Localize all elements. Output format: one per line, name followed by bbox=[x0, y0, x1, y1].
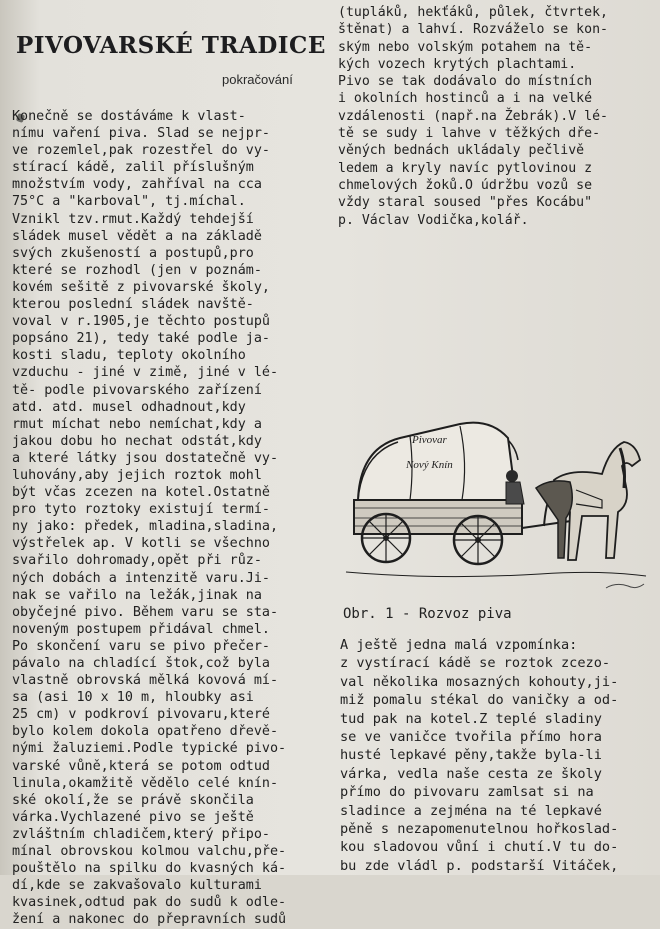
text-line: vzdálenosti (např.na Žebrák).V lé- bbox=[338, 108, 608, 124]
text-line: Po skončení varu se pivo přečer- bbox=[12, 638, 270, 654]
wagon-label-line1: Pivovar bbox=[412, 434, 447, 446]
text-line: vzduchu - jiné v zimě, jiné v lé- bbox=[12, 365, 279, 381]
text-line: nak se vařilo na ležák,jinak na bbox=[12, 587, 262, 603]
text-line: žení a nakonec do přepravních sudů bbox=[12, 912, 287, 928]
text-line: ve rozemlel,pak rozestřel do vy- bbox=[12, 143, 270, 159]
text-line: ny jako: předek, mladina,sladina, bbox=[12, 519, 279, 535]
text-line: atd. atd. musel odhadnout,kdy bbox=[12, 399, 246, 415]
text-line: kovém sešitě z pivovarské školy, bbox=[12, 279, 270, 295]
text-line: 25 cm) v podkroví pivovaru,které bbox=[12, 707, 270, 723]
text-line: stírací kádě, zalil příslušným bbox=[12, 160, 254, 176]
text-line: ským nebo volským potahem na tě- bbox=[338, 39, 593, 55]
text-line: ledem a kryly navíc pytlovinou z bbox=[338, 160, 593, 176]
text-line: nými žaluziemi.Podle typické pivo- bbox=[12, 741, 287, 757]
text-line: sladince a zejména na té lepkavé bbox=[340, 802, 602, 819]
text-line: luhovány,aby jejich roztok mohl bbox=[12, 467, 262, 483]
text-line: přímo do pivovaru zamlsat si na bbox=[340, 784, 594, 801]
text-line: se ve vaničce tvořila přímo hora bbox=[340, 728, 602, 745]
article-title: PIVOVARSKÉ TRADICE bbox=[16, 32, 326, 59]
text-line: svých zkušeností a postupů,pro bbox=[12, 245, 254, 261]
text-line: mínal obrovskou kolmou valchu,pře- bbox=[12, 844, 287, 860]
text-line: varské vůně,která se potom odtud bbox=[12, 758, 270, 774]
text-line: kou sladovou vůní i chutí.V tu do- bbox=[340, 839, 619, 856]
text-line: bylo kolem dokola opatřeno dřevě- bbox=[12, 724, 279, 740]
text-line: husté lepkavé pěny,takže byla-li bbox=[340, 747, 602, 764]
text-line: p. Václav Vodička,kolář. bbox=[338, 212, 529, 228]
text-line: pro tyto roztoky existují termí- bbox=[12, 502, 270, 518]
text-line: kterou poslední sládek navště- bbox=[12, 297, 254, 313]
text-line: které se rozhodl (jen v poznám- bbox=[12, 262, 262, 278]
text-line: z vystírací kádě se roztok zcezo- bbox=[340, 655, 611, 672]
text-line: zvláštním chladičem,který připo- bbox=[12, 826, 270, 842]
text-line: věných bednách ukládaly pečlivě bbox=[338, 143, 585, 159]
text-line: sládek musel vědět a na základě bbox=[12, 228, 262, 244]
text-line: tě se sudy i lahve v těžkých dře- bbox=[338, 126, 601, 142]
text-line: 75°C a "karboval", tj.míchal. bbox=[12, 194, 246, 210]
text-line: (tupláků, hekťáků, půlek, čtvrtek, bbox=[338, 5, 608, 20]
text-line: rmut míchat nebo nemíchat,kdy a bbox=[12, 416, 262, 432]
text-line: Pivo se tak dodávalo do místních bbox=[338, 74, 593, 90]
text-line: kých vozech krytých plachtami. bbox=[338, 56, 577, 72]
text-line: Vznikl tzv.rmut.Každý tehdejší bbox=[12, 211, 254, 227]
figure-caption: Obr. 1 - Rozvoz piva bbox=[343, 606, 512, 622]
text-line: kosti sladu, teploty okolního bbox=[12, 348, 246, 364]
wagon-label-line2: Nový Knín bbox=[406, 459, 453, 471]
text-line: ných dobách a intenzitě varu.Ji- bbox=[12, 570, 270, 586]
text-line: množstvím vody, zahříval na cca bbox=[12, 177, 262, 193]
text-line: Konečně se dostáváme k vlast- bbox=[12, 109, 246, 124]
left-text-column bbox=[12, 108, 286, 929]
text-line: popsáno 21), tedy také podle ja- bbox=[12, 331, 270, 347]
text-line: svařilo dohromady,opět při růz- bbox=[12, 553, 262, 569]
text-line: vždy staral soused "přes Kocábu" bbox=[338, 195, 593, 211]
text-line: bu zde vládl p. podstarší Vitáček, bbox=[340, 857, 619, 874]
text-line: sa (asi 10 x 10 m, hloubky asi bbox=[12, 690, 254, 706]
text-line: voval v r.1905,je těchto postupů bbox=[12, 314, 270, 330]
text-line: tě- podle pivovarského zařízení bbox=[12, 382, 262, 398]
text-line: a které látky jsou dostatečně vy- bbox=[12, 450, 279, 466]
text-line: štěnat) a lahví. Rozváželo se kon- bbox=[338, 22, 608, 38]
text-line: nímu vaření piva. Slad se nejpr- bbox=[12, 126, 270, 142]
text-line: vlastně obrovská mělká kovová mí- bbox=[12, 673, 279, 689]
text-line: obyčejné pivo. Během varu se sta- bbox=[12, 604, 279, 620]
text-line: pávalo na chladící štok,což byla bbox=[12, 656, 270, 671]
text-line: být včas zcezen na kotel.Ostatně bbox=[12, 485, 270, 501]
text-line: miž pomalu stékal do vaničky a od- bbox=[340, 692, 619, 709]
text-line: várka, vedla naše cesta ze školy bbox=[340, 765, 602, 782]
article-subtitle: pokračování bbox=[222, 72, 293, 87]
text-line: noveným postupem přidával chmel. bbox=[12, 621, 270, 637]
text-line: výstřelek ap. V kotli se všechno bbox=[12, 536, 270, 552]
text-line: pěně s nezapomenutelnou hořkoslad- bbox=[340, 820, 619, 837]
text-line: ské okolí,že se právě skončila bbox=[12, 792, 254, 808]
right-text-column-top bbox=[338, 4, 608, 229]
text-line: tud pak na kotel.Z teplé sladiny bbox=[340, 710, 602, 727]
text-line: i okolních hostinců a i na velké bbox=[338, 91, 593, 107]
text-line: várka.Vychlazené pivo se ještě bbox=[12, 809, 254, 825]
text-line: kvasinek,odtud pak do sudů k odle- bbox=[12, 895, 287, 911]
text-line: jakou dobu ho nechat odstát,kdy bbox=[12, 433, 262, 449]
text-line: linula,okamžitě vědělo celé knín- bbox=[12, 775, 279, 791]
text-line: pouštělo na spilku do kvasných ká- bbox=[12, 861, 287, 877]
text-line: val několika mosazných kohouty,ji- bbox=[340, 673, 619, 690]
text-line: dí,kde se zakvašovalo kulturami bbox=[12, 878, 262, 894]
text-line: chmelových žoků.O údržbu vozů se bbox=[338, 177, 593, 193]
beer-wagon-illustration bbox=[340, 408, 652, 600]
text-line: A ještě jedna malá vzpomínka: bbox=[340, 637, 578, 653]
right-text-column-bottom bbox=[340, 636, 618, 875]
